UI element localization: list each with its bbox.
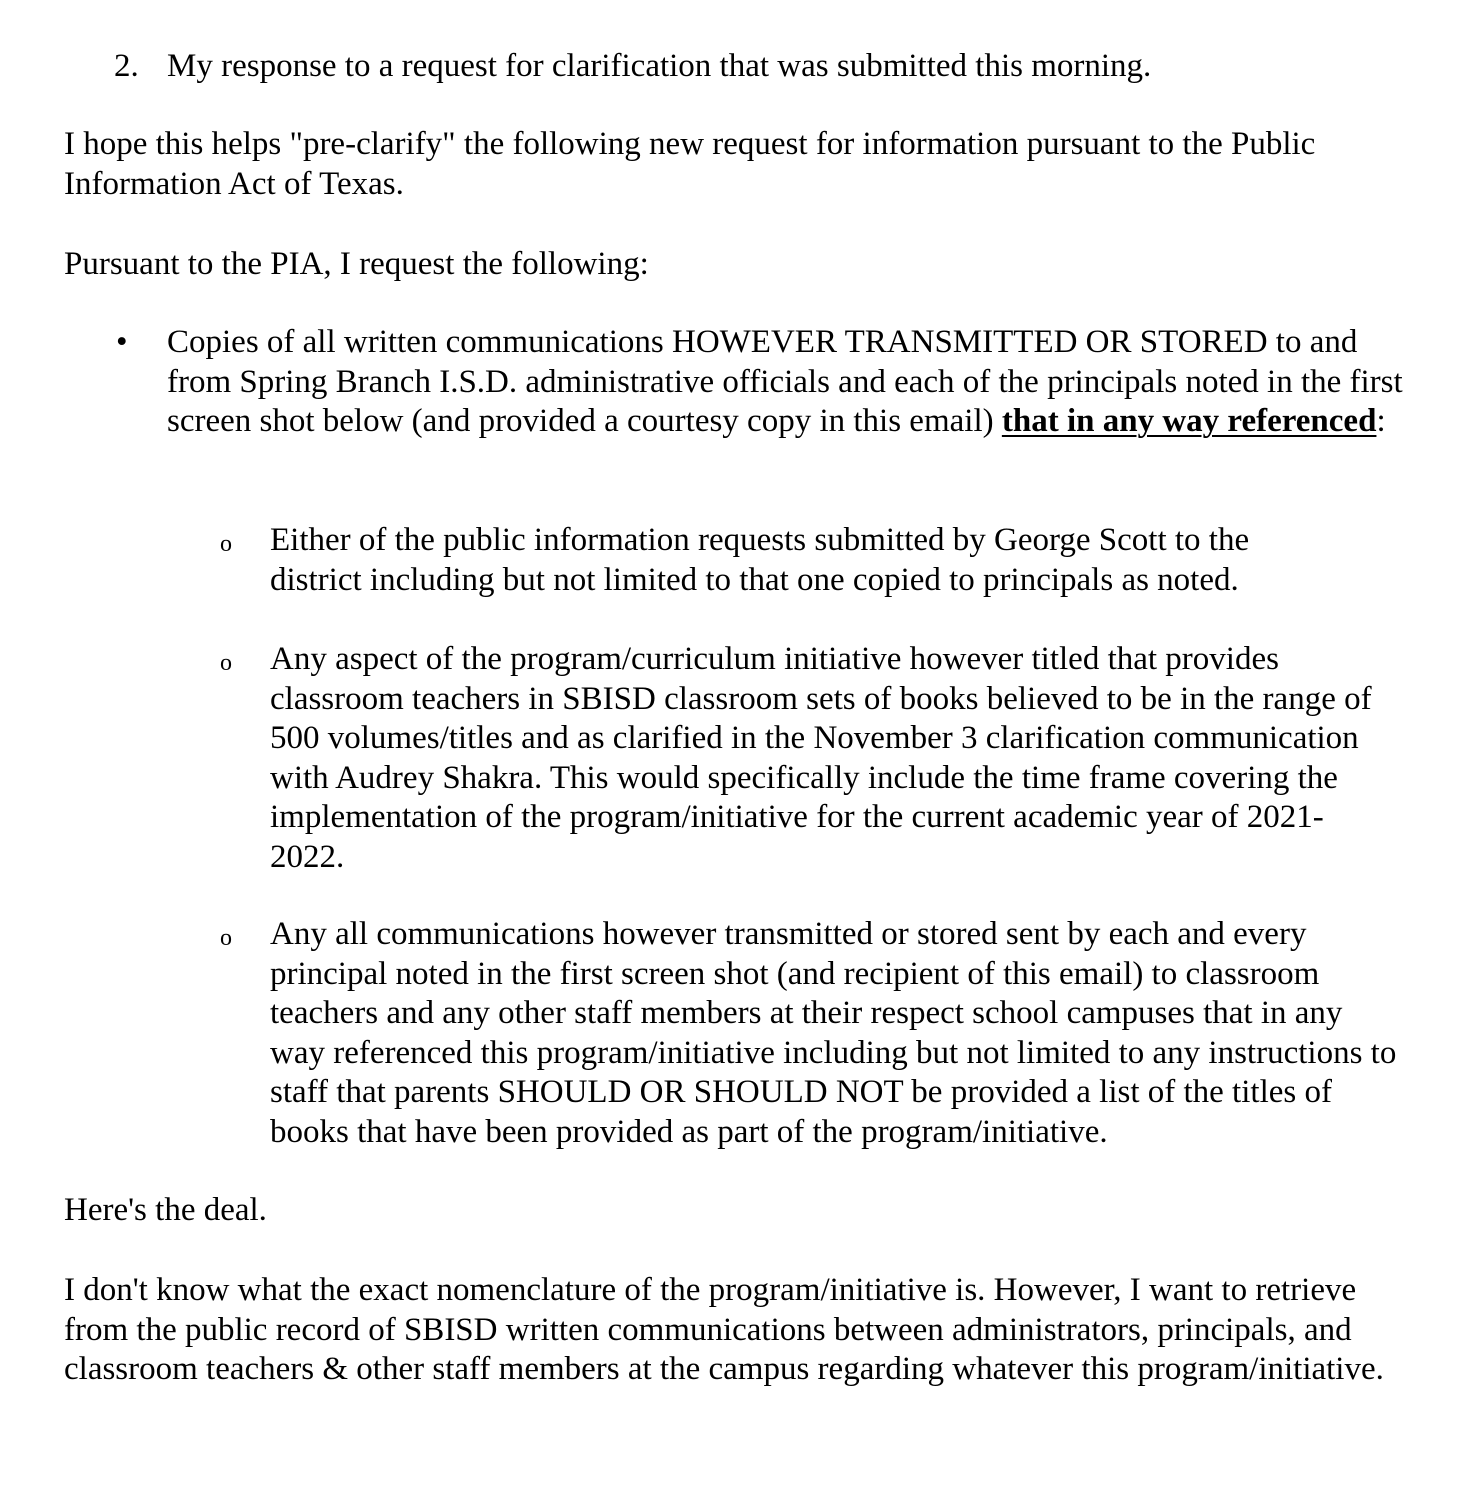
sub-item-text: Any all communications however transmitted or stored sent by each and every principal noted in the first screen shot (and recipient of this email) to classroom teachers and any other staff members at their respect school campuses that in any way referenced this program/initiative including but not limited to any instructions to staff that parents SHOULD OR SHOULD NOT be provided a list of the titles of books that have been provided as part of the program/initiative. — [270, 916, 1397, 1150]
item-text: My response to a request for clarification that was submitted this morning. — [167, 48, 1152, 84]
sub-item-marker: o — [220, 531, 232, 557]
intro-paragraph: I hope this helps "pre-clarify" the following new request for information pursuant to the Public Information Act of Texas. — [64, 126, 1316, 202]
deal-paragraph: Here's the deal. — [64, 1192, 267, 1228]
bullet-text-end: : — [1376, 403, 1386, 439]
closing-paragraph: I don't know what the exact nomenclature of the program/initiative is. However, I want to retrieve from the public record of SBISD written communications between administrators, principals, and classroom teachers & other staff members at the campus regarding whatever this program/initiative. — [64, 1272, 1384, 1387]
item-number: 2. — [114, 48, 139, 84]
request-paragraph: Pursuant to the PIA, I request the following: — [64, 246, 649, 282]
sub-item-text: Either of the public information requests submitted by George Scott to the district including but not limited to that one copied to principals as noted. — [270, 522, 1250, 598]
sub-item-marker: o — [220, 925, 232, 951]
bullet-marker: • — [116, 324, 128, 360]
sub-item-text: Any aspect of the program/curriculum initiative however titled that provides classroom teachers in SBISD classroom sets of books believed to be in the range of 500 volumes/titles and as clarified in the November 3 clarification communication with Audrey Shakra. This would specifically include the time frame covering the implementation of the program/initiative for the current academic year of 2021-2022. — [270, 641, 1372, 875]
sub-item-marker: o — [220, 650, 232, 676]
bullet-emphasis: that in any way referenced — [1001, 403, 1377, 439]
bullet-text-main: Copies of all written communications HOWEVER TRANSMITTED OR STORED to and from Spring Branch I.S.D. administrative officials and each of the principals noted in the first screen shot below (and provided a courtesy copy in this email) — [167, 324, 1403, 439]
bullet-text — [167, 323, 1407, 442]
